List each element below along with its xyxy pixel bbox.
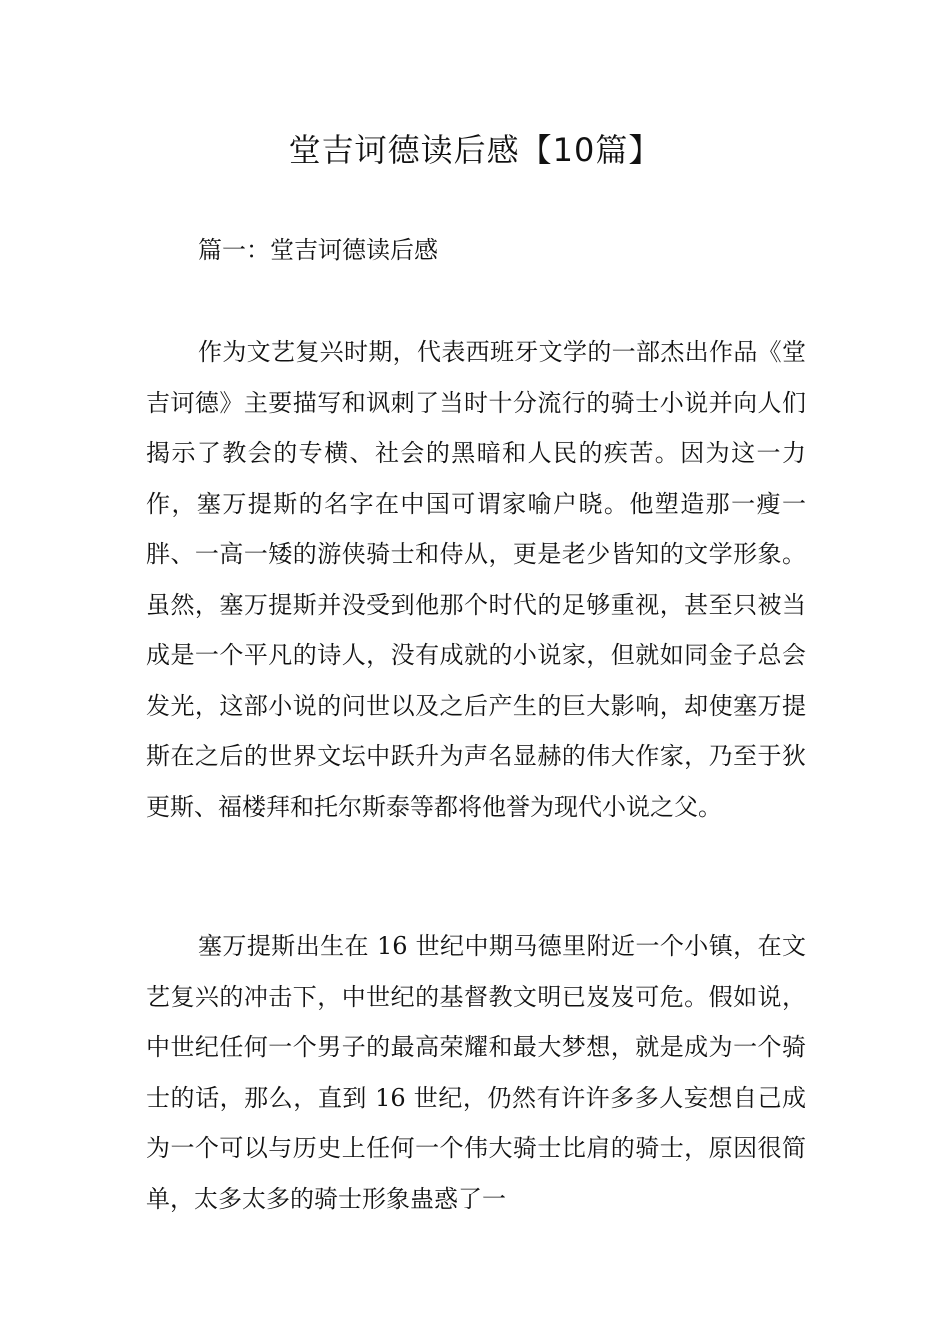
- document-title: 堂吉诃德读后感【10篇】: [288, 131, 662, 169]
- paragraph-2: 塞万提斯出生在 16 世纪中期马德里附近一个小镇，在文艺复兴的冲击下，中世纪的基督教文明已岌岌可危。假如说，中世纪任何一个男子的最高荣耀和最大梦想，就是成为一个骑士的话，那么，直到 16 世纪，仍然有许许多多人妄想自己成为一个可以与历史上任何一个伟大骑士比肩的骑士，原因很简单，太多太多的骑士形象蛊惑了一: [146, 932, 806, 1213]
- section-heading: 篇一：堂吉诃德读后感: [198, 236, 438, 264]
- paragraph-1: 作为文艺复兴时期，代表西班牙文学的一部杰出作品《堂吉诃德》主要描写和讽刺了当时十分流行的骑士小说并向人们揭示了教会的专横、社会的黑暗和人民的疾苦。因为这一力作，塞万提斯的名字在中国可谓家喻户晓。他塑造那一瘦一胖、一高一矮的游侠骑士和侍从，更是老少皆知的文学形象。虽然，塞万提斯并没受到他那个时代的足够重视，甚至只被当成是一个平凡的诗人，没有成就的小说家，但就如同金子总会发光，这部小说的问世以及之后产生的巨大影响，却使塞万提斯在之后的世界文坛中跃升为声名显赫的伟大作家，乃至于狄更斯、福楼拜和托尔斯泰等都将他誉为现代小说之父。: [146, 338, 806, 821]
